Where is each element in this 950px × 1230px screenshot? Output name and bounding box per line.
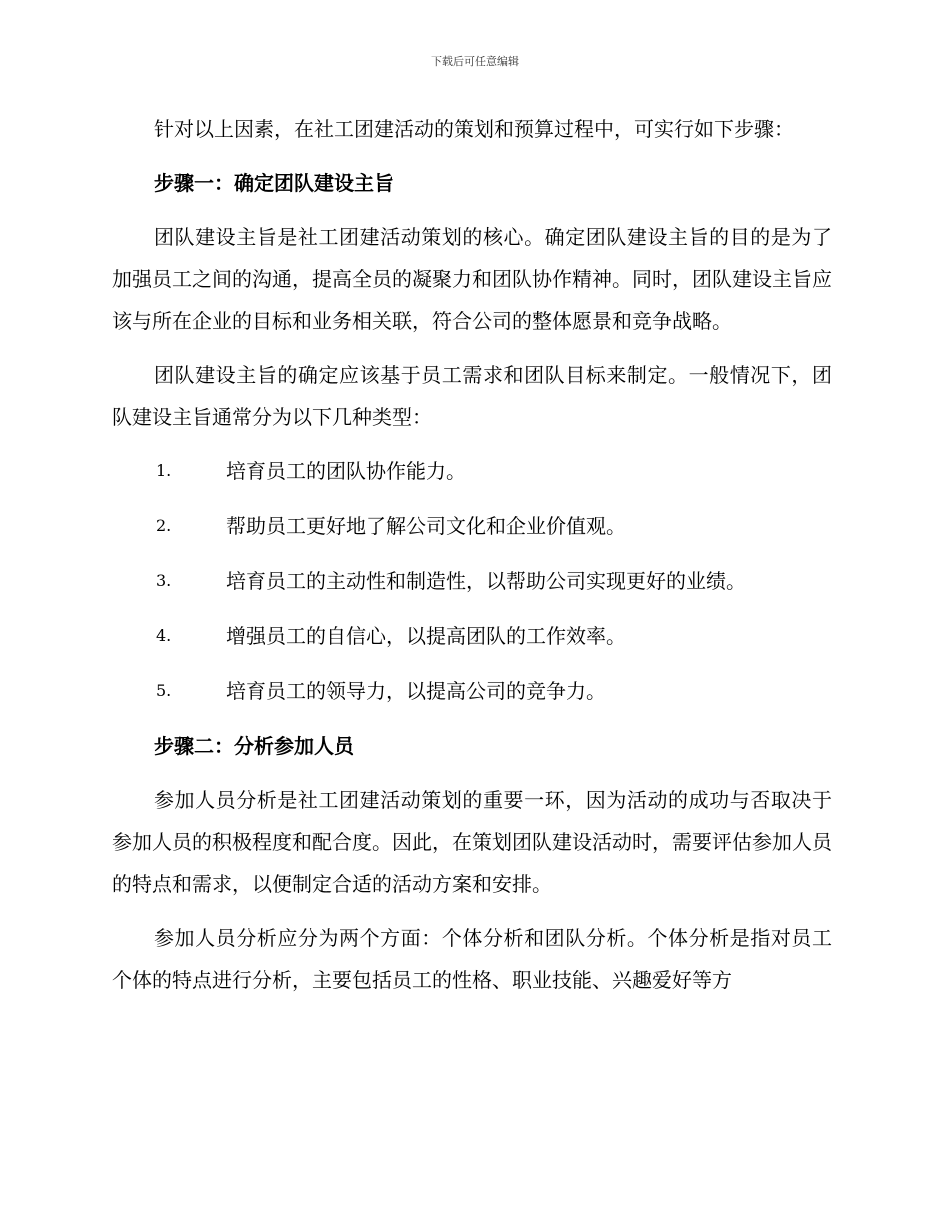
list-item-number: 1. bbox=[156, 461, 172, 480]
list-item-number: 4. bbox=[156, 626, 172, 645]
step1-paragraph-1: 团队建设主旨是社工团建活动策划的核心。确定团队建设主旨的目的是为了加强员工之间的沟通，提高全员的凝聚力和团队协作精神。同时，团队建设主旨应该与所在企业的目标和业务相关联，符合公司的整体愿景和竞争战略。 bbox=[112, 225, 832, 333]
document-body bbox=[112, 108, 832, 1013]
list-item bbox=[112, 560, 832, 602]
list-item-number: 3. bbox=[156, 571, 172, 590]
list-item bbox=[112, 670, 832, 712]
list-item-number: 2. bbox=[156, 516, 172, 535]
page-header: 下载后可任意编辑 bbox=[431, 55, 519, 68]
step2-paragraph-2: 参加人员分析应分为两个方面：个体分析和团队分析。个体分析是指对员工个体的特点进行分析，主要包括员工的性格、职业技能、兴趣爱好等方 bbox=[112, 926, 832, 992]
list-item bbox=[112, 450, 832, 492]
list-item-number: 5. bbox=[156, 681, 172, 700]
list-item-text: 帮助员工更好地了解公司文化和企业价值观。 bbox=[226, 514, 626, 538]
purpose-type-list bbox=[112, 450, 832, 712]
step1-paragraph-2: 团队建设主旨的确定应该基于员工需求和团队目标来制定。一般情况下，团队建设主旨通常分为以下几种类型： bbox=[112, 363, 832, 429]
intro-paragraph: 针对以上因素，在社工团建活动的策划和预算过程中，可实行如下步骤： bbox=[154, 117, 794, 141]
list-item-text: 增强员工的自信心，以提高团队的工作效率。 bbox=[226, 624, 626, 648]
step2-paragraph-1: 参加人员分析是社工团建活动策划的重要一环，因为活动的成功与否取决于参加人员的积极程度和配合度。因此，在策划团队建设活动时，需要评估参加人员的特点和需求，以便制定合适的活动方案和安排。 bbox=[112, 788, 832, 896]
step2-heading: 步骤二：分析参加人员 bbox=[154, 734, 354, 758]
list-item-text: 培育员工的团队协作能力。 bbox=[226, 459, 466, 483]
list-item bbox=[112, 505, 832, 547]
list-item bbox=[112, 615, 832, 657]
list-item-text: 培育员工的主动性和制造性，以帮助公司实现更好的业绩。 bbox=[226, 569, 746, 593]
step1-heading: 步骤一：确定团队建设主旨 bbox=[154, 171, 394, 195]
list-item-text: 培育员工的领导力，以提高公司的竞争力。 bbox=[226, 679, 606, 703]
